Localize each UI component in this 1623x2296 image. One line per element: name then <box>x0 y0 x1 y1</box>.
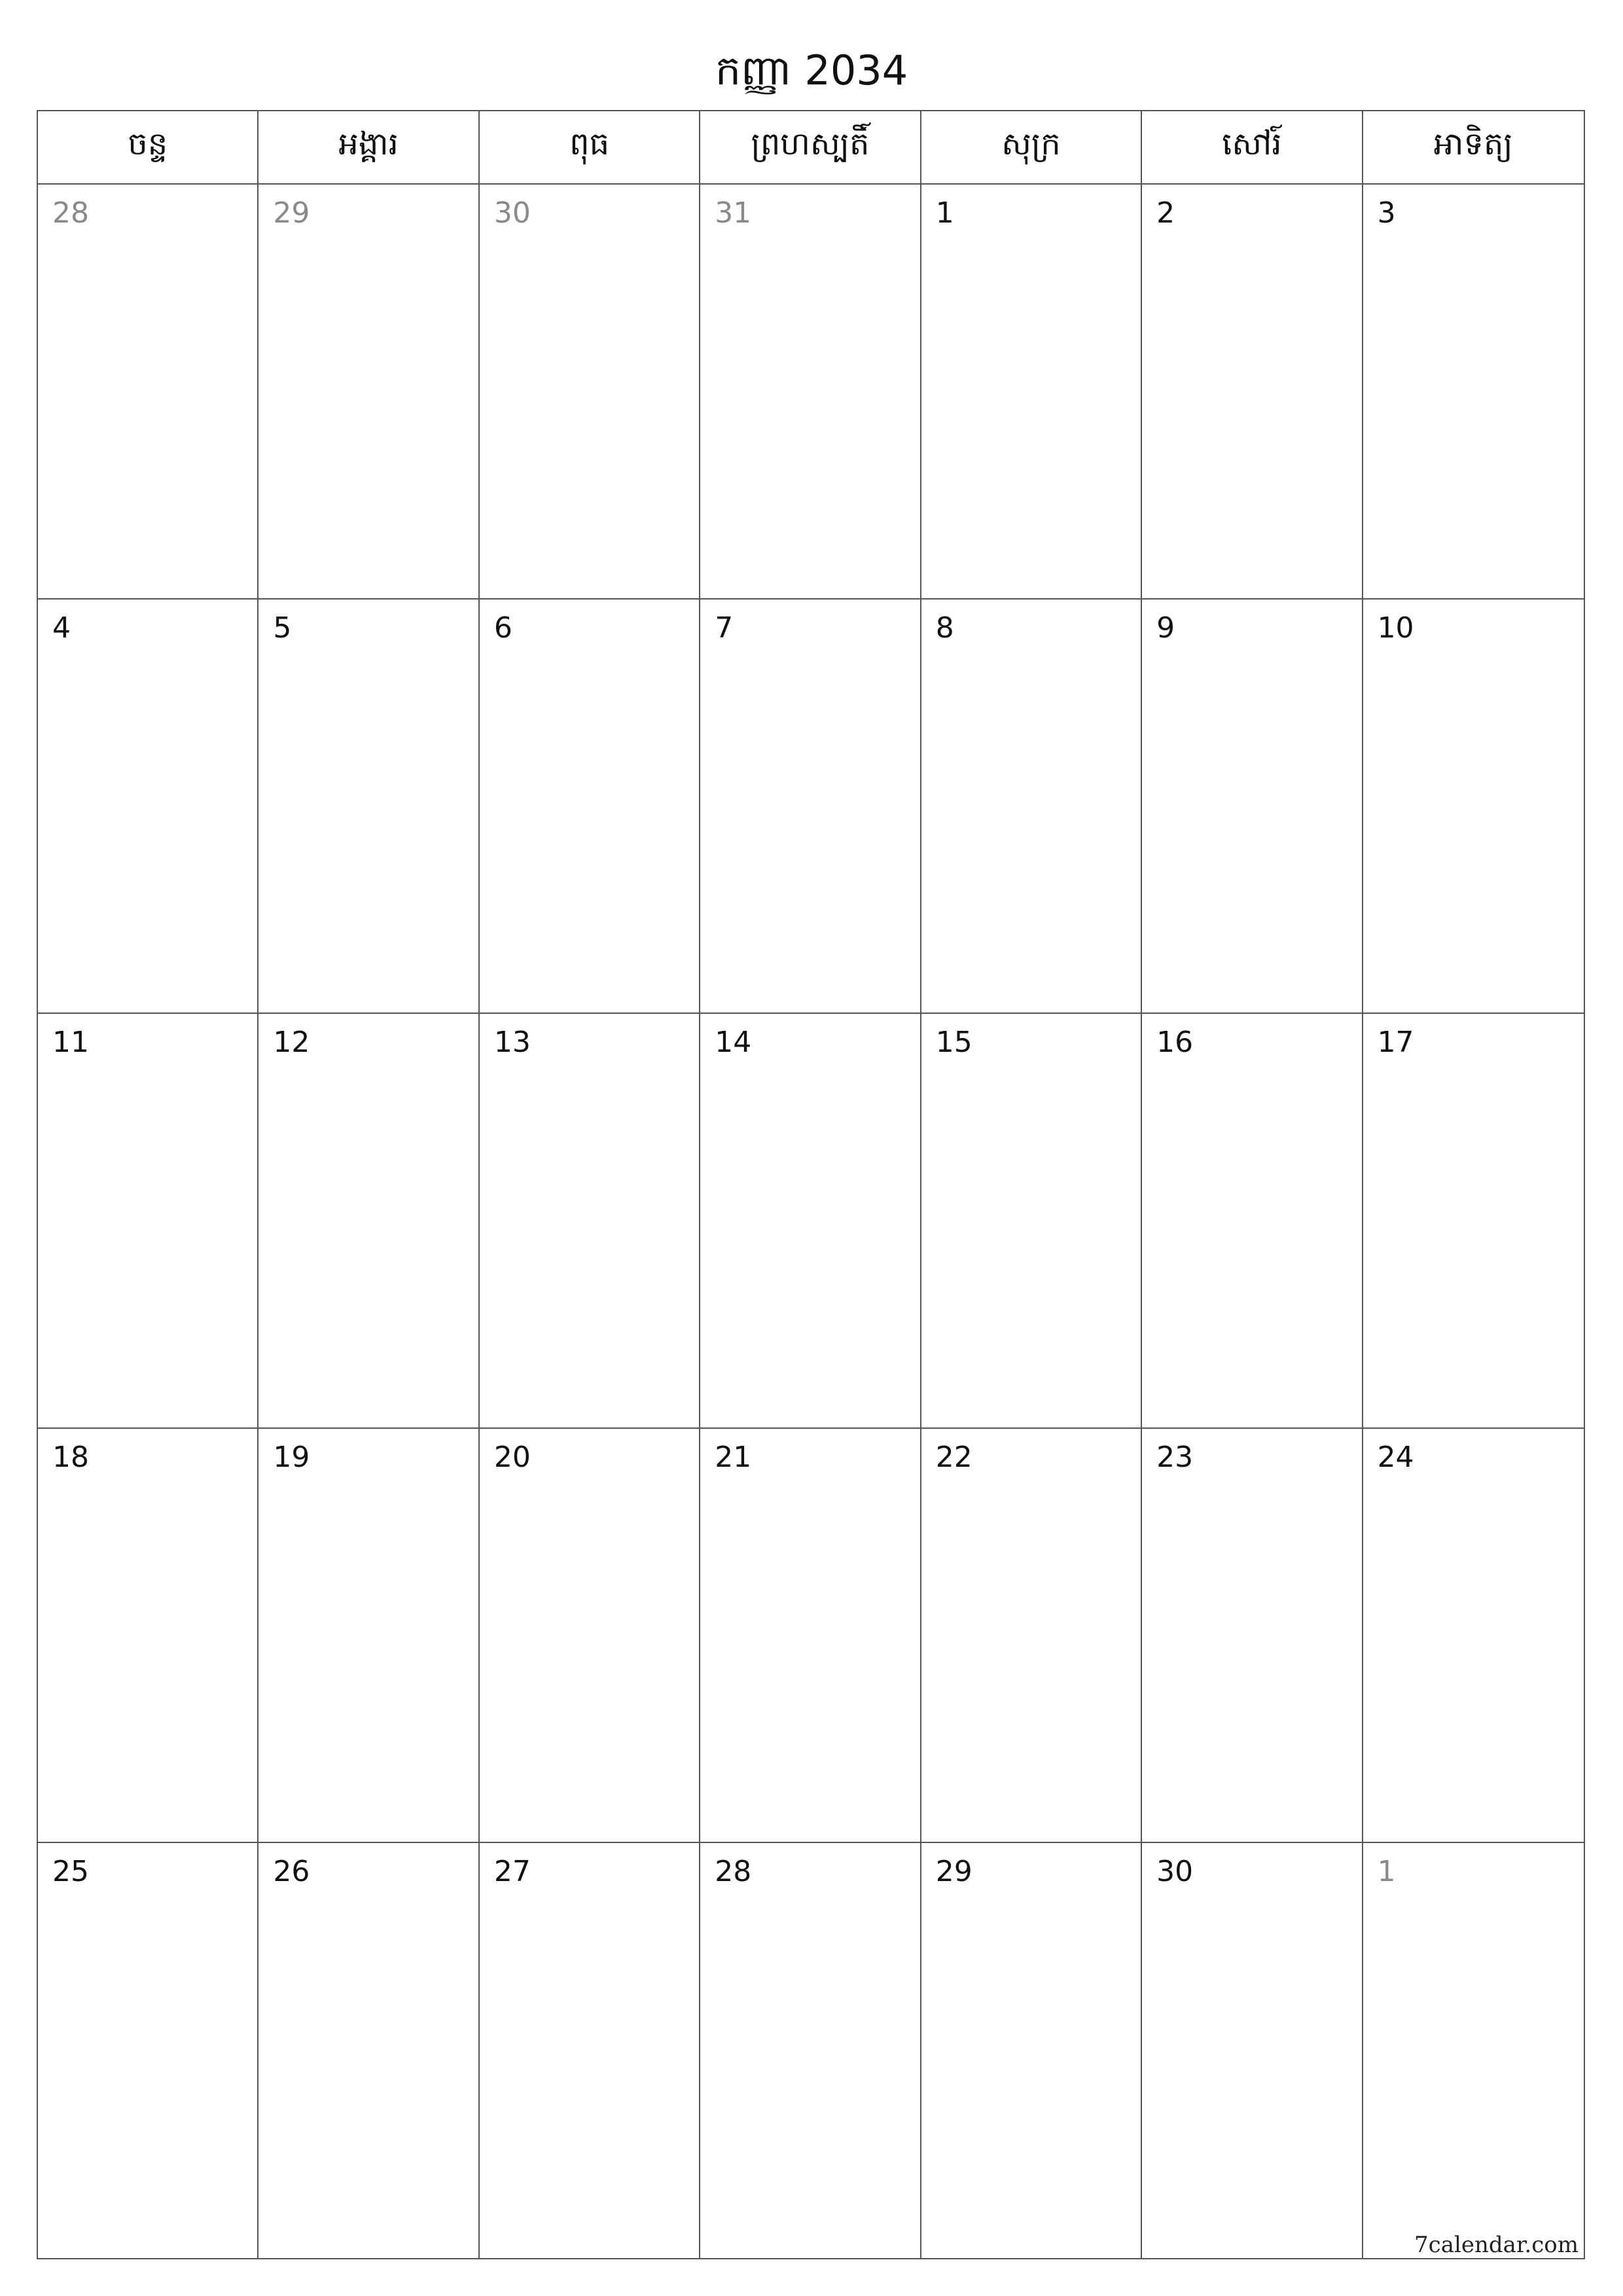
day-number: 23 <box>1156 1440 1194 1474</box>
day-number: 12 <box>273 1026 310 1060</box>
day-cell[interactable] <box>700 600 921 1014</box>
day-number: 28 <box>52 196 89 230</box>
day-cell[interactable] <box>259 600 479 1014</box>
day-cell[interactable] <box>921 1429 1142 1844</box>
day-number: 24 <box>1377 1440 1414 1474</box>
day-cell[interactable] <box>1142 185 1363 600</box>
day-cell[interactable] <box>259 1429 479 1844</box>
day-cell[interactable] <box>700 1429 921 1844</box>
day-cell[interactable] <box>38 1014 259 1429</box>
day-number: 15 <box>935 1026 972 1060</box>
calendar-title: កញ្ញា 2034 <box>715 46 908 94</box>
day-number: 1 <box>935 196 954 230</box>
day-number: 3 <box>1377 196 1396 230</box>
day-cell[interactable] <box>1363 1843 1584 2258</box>
day-number: 17 <box>1377 1026 1414 1060</box>
day-number: 28 <box>715 1855 752 1889</box>
day-number: 18 <box>52 1440 89 1474</box>
day-number: 4 <box>52 611 71 645</box>
day-cell[interactable] <box>1363 1429 1584 1844</box>
day-cell[interactable] <box>921 1843 1142 2258</box>
website-credit[interactable]: 7calendar.com <box>1414 2232 1578 2258</box>
day-number: 30 <box>493 196 531 230</box>
day-number: 13 <box>493 1026 531 1060</box>
day-cell[interactable] <box>1142 1843 1363 2258</box>
day-cell[interactable] <box>480 600 700 1014</box>
day-number: 11 <box>52 1026 89 1060</box>
day-cell[interactable] <box>38 600 259 1014</box>
weekday-header-saturday: សៅរ៍ <box>1142 111 1363 185</box>
day-number: 21 <box>715 1440 752 1474</box>
day-cell[interactable] <box>1142 1014 1363 1429</box>
day-cell[interactable] <box>480 185 700 600</box>
day-number: 30 <box>1156 1855 1194 1889</box>
day-cell[interactable] <box>259 1014 479 1429</box>
day-number: 27 <box>493 1855 531 1889</box>
day-number: 31 <box>715 196 752 230</box>
day-cell[interactable] <box>38 1429 259 1844</box>
day-cell[interactable] <box>480 1429 700 1844</box>
day-cell[interactable] <box>921 600 1142 1014</box>
day-number: 16 <box>1156 1026 1194 1060</box>
day-number: 22 <box>935 1440 972 1474</box>
day-number: 25 <box>52 1855 89 1889</box>
day-cell[interactable] <box>700 185 921 600</box>
day-cell[interactable] <box>921 185 1142 600</box>
day-number: 14 <box>715 1026 752 1060</box>
day-number: 6 <box>493 611 512 645</box>
weekday-header-thursday: ព្រហស្បតិ៍ <box>700 111 921 185</box>
day-number: 1 <box>1377 1855 1396 1889</box>
day-cell[interactable] <box>1363 185 1584 600</box>
day-cell[interactable] <box>259 185 479 600</box>
day-cell[interactable] <box>1142 600 1363 1014</box>
day-number: 7 <box>715 611 734 645</box>
day-number: 26 <box>273 1855 310 1889</box>
day-number: 2 <box>1156 196 1175 230</box>
day-number: 29 <box>935 1855 972 1889</box>
day-cell[interactable] <box>480 1014 700 1429</box>
weekday-header-friday: សុក្រ <box>921 111 1142 185</box>
day-cell[interactable] <box>700 1843 921 2258</box>
day-cell[interactable] <box>38 185 259 600</box>
day-number: 10 <box>1377 611 1414 645</box>
day-cell[interactable] <box>1363 1014 1584 1429</box>
day-number: 20 <box>493 1440 531 1474</box>
calendar-grid <box>37 110 1585 2259</box>
weekday-header-tuesday: អង្គារ <box>259 111 479 185</box>
weekday-header-monday: ចន្ទ <box>38 111 259 185</box>
day-number: 9 <box>1156 611 1175 645</box>
day-cell[interactable] <box>700 1014 921 1429</box>
day-number: 19 <box>273 1440 310 1474</box>
day-cell[interactable] <box>259 1843 479 2258</box>
day-cell[interactable] <box>921 1014 1142 1429</box>
day-number: 8 <box>935 611 954 645</box>
day-number: 29 <box>273 196 310 230</box>
day-cell[interactable] <box>1142 1429 1363 1844</box>
day-cell[interactable] <box>1363 600 1584 1014</box>
day-number: 5 <box>273 611 292 645</box>
day-cell[interactable] <box>38 1843 259 2258</box>
day-cell[interactable] <box>480 1843 700 2258</box>
weekday-header-wednesday: ពុធ <box>480 111 700 185</box>
weekday-header-sunday: អាទិត្យ <box>1363 111 1584 185</box>
